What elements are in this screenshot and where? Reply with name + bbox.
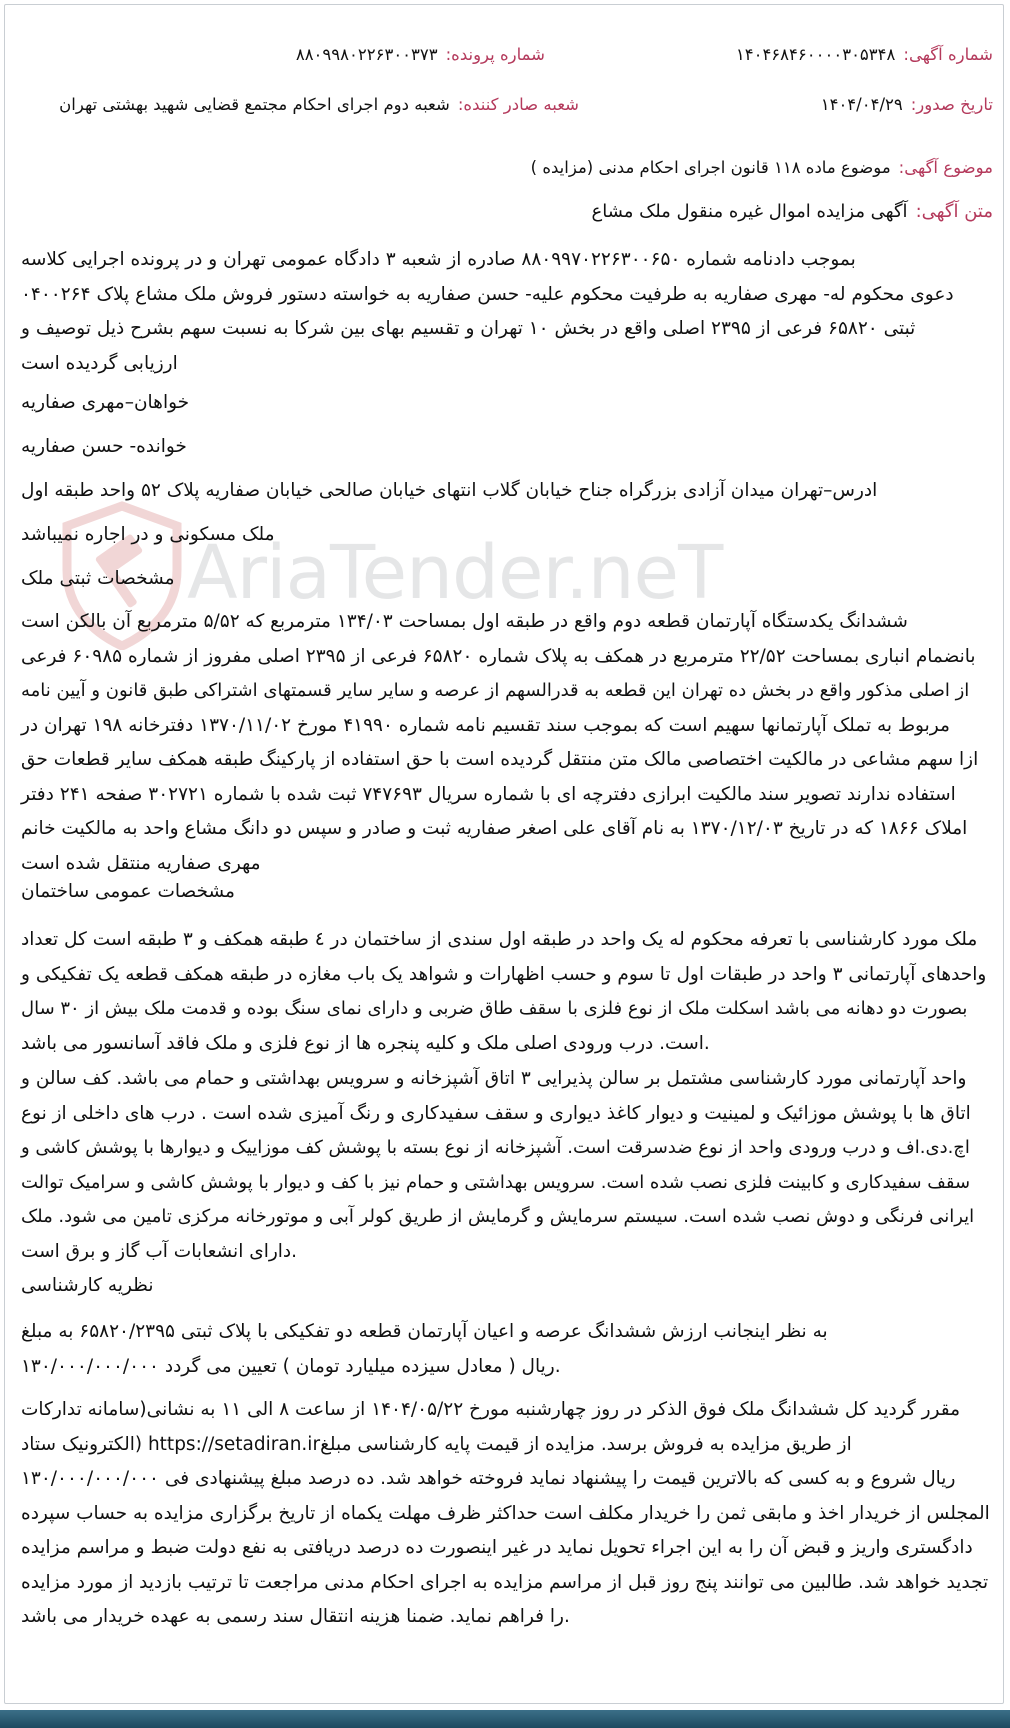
case-number-label: شماره پرونده: (445, 45, 545, 64)
subject-label: موضوع آگهی: (898, 158, 993, 177)
auction-line: را فراهم نماید. ضمنا هزینه انتقال سند رسمی به عهده خریدار می باشد. (21, 1606, 570, 1627)
auction-line: دادگستری واریز و قبض آن را به این اجراء تحویل نماید در غیر اینصورت ده درصد دریافتی به نفع دولت ضبط و مراسم مزایده (21, 1537, 973, 1558)
case-number-row (296, 45, 545, 64)
plaintiff-line (21, 386, 993, 421)
building-line: ملک مورد کارشناسی با تعرفه محکوم له یک واحد در طبقه اول سندی از ساختمان در ٤ طبقه همکف و ۳ طبقه است کل تعداد (21, 929, 978, 950)
defendant-line (21, 430, 993, 465)
auction-paragraph (21, 1393, 993, 1635)
text-label: متن آگهی: (915, 201, 993, 222)
registry-line: ازا سهم مشاعی در مالکیت اختصاصی مالک متن منتقل گردیده است با حق استفاده از پارکینگ طبقه همکف سایر قطعات حق (21, 749, 979, 770)
registry-line: مهری صفاریه منتقل شده است (21, 852, 261, 874)
opinion-heading (21, 1269, 993, 1304)
auction-line: الکترونیک ستاد) https://setadiran.irاز طریق مزایده به فروش برسد. مزایده از قیمت پایه کارشناسی مبلغ (21, 1433, 852, 1455)
building-paragraph (21, 923, 993, 1061)
subject-row (531, 158, 993, 177)
ad-number-value: ۱۴۰۴۶۸۴۶۰۰۰۰۳۰۵۳۴۸ (735, 45, 896, 64)
text-title-row (591, 201, 993, 222)
issuer-value: شعبه دوم اجرای احکام مجتمع قضایی شهید بهشتی تهران (59, 95, 450, 114)
opinion-line: ۱۳۰/۰۰۰/۰۰۰/۰۰۰ ریال ( معادل سیزده میلیارد تومان ) تعیین می گردد. (21, 1355, 561, 1377)
auction-line: تجدید خواهد شد. طالبین می توانند پنج روز قبل از مراسم مزایده به اجرای احکام مدنی مراجعت تا ترتیب بازدید از مورد مزایده (21, 1571, 989, 1593)
intro-paragraph (21, 243, 993, 381)
ad-number-label: شماره آگهی: (903, 45, 993, 64)
issue-date-row (821, 95, 993, 114)
ad-number-row (736, 45, 993, 64)
intro-line: بموجب دادنامه شماره ۸۸۰۹۹۷۰۲۲۶۳۰۰۶۵۰ صادره از شعبه ۳ دادگاه عمومی تهران و در پرونده اجرایی کلاسه (21, 249, 856, 270)
intro-line: ارزیابی گردیده است (21, 352, 178, 374)
unit-line: دارای انشعابات آب گاز و برق است. (21, 1240, 298, 1262)
issue-date-value: ۱۴۰۴/۰۴/۲۹ (820, 95, 903, 114)
plaintiff-text: خواهان–مهری صفاریه (21, 392, 190, 413)
watermark-text: AriaTender.neT (187, 530, 723, 616)
issuer-label: شعبه صادر کننده: (457, 95, 579, 114)
unit-line: سقف سفیدکاری و کابینت فلزی نصب شده است. سرویس بهداشتی و حمام نیز با کف و دیوار با پوشش کاشی و سرامیک توالت (21, 1171, 971, 1193)
document-card (4, 4, 1004, 1704)
unit-paragraph (21, 1062, 993, 1269)
case-number-value: ۸۸۰۹۹۸۰۲۲۶۳۰۰۳۷۳ (295, 45, 438, 64)
bottom-bar (0, 1710, 1010, 1728)
registry-line: از اصلی مذکور واقع در بخش ده تهران این قطعه به قدرالسهم از عرصه و سایر سایر قسمتهای اشتراکی طبق قانون و آیین نامه (21, 680, 970, 701)
opinion-paragraph (21, 1315, 993, 1384)
unit-line: اچ.دی.اف و درب ورودی واحد از نوع ضدسرقت است. آشپزخانه از نوع بسته با پوشش کف موزاییک و دیوارها با پوشش کاشی و (21, 1137, 970, 1158)
unit-line: ایرانی فرنگی و دوش نصب شده است. سیستم سرمایش و گرمایش از طریق کولر آبی و موتورخانه مرکزی تامین می شود. ملک (21, 1206, 975, 1227)
registry-line: مربوط به تملک آپارتمانها سهیم است که بموجب سند تقسیم نامه شماره ۴۱۹۹۰ مورخ ۱۳۷۰/۱۱/۰۲ دفترخانه ۱۹۸ تهران در (21, 714, 950, 736)
building-line: است. درب ورودی اصلی ملک و کلیه پنجره ها از نوع فلزی و ملک فاقد آسانسور می باشد. (21, 1032, 710, 1054)
address-line (21, 474, 993, 509)
registry-paragraph (21, 605, 993, 881)
registry-line: املاک ۱۸۶۶ که در تاریخ ۱۳۷۰/۱۲/۰۳ به نام آقای علی اصغر صفاریه ثبت و صادر و سپس دو دانگ مشاع واحد به مالکیت خانم (21, 818, 968, 839)
auction-line: المجلس از خریدار اخذ و مابقی ثمن را خریدار مکلف است حداکثر ظرف مهلت یکماه از تاریخ برگزاری مزایده به حساب سپرده (21, 1502, 990, 1524)
opinion-line: به نظر اینجانب ارزش ششدانگ عرصه و اعیان آپارتمان قطعه دو تفکیکی با پلاک ثبتی ۶۵۸۲۰/۲۳۹۵ به مبلغ (21, 1321, 828, 1342)
building-heading (21, 875, 993, 910)
building-line: واحدهای آپارتمانی ۳ واحد در طبقات اول تا سوم و حسب اظهارات و شواهد یک باب مغازه در طبقه همکف قطعه یک تفکیکی و (21, 963, 987, 985)
opinion-heading-text: نظریه کارشناسی (21, 1275, 154, 1296)
defendant-text: خوانده- حسن صفاریه (21, 436, 187, 457)
status-line (21, 518, 993, 553)
address-text: ادرس–تهران میدان آزادی بزرگراه جناح خیابان گلاب انتهای خیابان صالحی خیابان صفاریه پلاک ۵۲ واحد طبقه اول (21, 480, 878, 501)
building-heading-text: مشخصات عمومی ساختمان (21, 881, 235, 902)
issuer-row (59, 95, 579, 114)
unit-line: واحد آپارتمانی مورد کارشناسی مشتمل بر سالن پذیرایی ۳ اتاق آشپزخانه و سرویس بهداشتی و حمام می باشد. کف سالن و (21, 1068, 967, 1089)
auction-line: مقرر گردید کل ششدانگ ملک فوق الذکر در روز چهارشنبه مورخ ۱۴۰۴/۰۵/۲۲ از ساعت ۸ الی ۱۱ به نشانی(سامانه تدارکات (21, 1399, 961, 1420)
registry-line: استفاده ندارند تصویر سند مالکیت ابرازی دفترچه ای با شماره سریال ۷۴۷۶۹۳ ثبت شده با شماره ۳۰۲۷۲۱ صفحه ۲۴۱ دفتر (21, 783, 956, 805)
registry-line: ششدانگ یکدستگاه آپارتمان قطعه دوم واقع در طبقه اول بمساحت ۱۳۴/۰۳ مترمربع که ۵/۵۲ مترمربع آن بالکن است (21, 611, 908, 632)
intro-line: ۰۴۰۰۲۶۴ دعوی محکوم له- مهری صفاریه به طرفیت محکوم علیه- حسن صفاریه به خواسته دستور فروش ملک مشاع پلاک (21, 283, 954, 305)
intro-line: ثبتی ۶۵۸۲۰ فرعی از ۲۳۹۵ اصلی واقع در بخش ۱۰ تهران و تقسیم بهای بین شرکا به نسبت سهم بشرح ذیل توصیف و (21, 318, 916, 339)
unit-line: اتاق ها با پوشش موزائیک و لمینیت و دیوار کاغذ دیواری و سقف سفیدکاری و رنگ آمیزی شده است . درب های داخلی از نوع (21, 1102, 971, 1124)
status-text: ملک مسکونی و در اجاره نمیباشد (21, 524, 275, 545)
registry-line: بانضمام انباری بمساحت ۲۲/۵۲ مترمربع در همکف به پلاک شماره ۶۵۸۲۰ فرعی از ۲۳۹۵ اصلی مفروز از شماره ۶۰۹۸۵ فرعی (21, 645, 976, 667)
text-title: آگهی مزایده اموال غیره منقول ملک مشاع (591, 201, 908, 222)
subject-value: موضوع ماده ۱۱۸ قانون اجرای احکام مدنی (مزایده ) (530, 158, 891, 177)
auction-line: ۱۳۰/۰۰۰/۰۰۰/۰۰۰ ریال شروع و به کسی که بالاترین قیمت را پیشنهاد نماید فروخته خواهد شد. ده درصد مبلغ پیشنهادی فی (21, 1468, 956, 1489)
registry-heading-text: مشخصات ثبتی ملک (21, 568, 175, 589)
registry-heading (21, 562, 993, 597)
issue-date-label: تاریخ صدور: (910, 95, 993, 114)
building-line: بصورت دو دهانه می باشد اسکلت ملک از نوع فلزی با سقف طاق ضربی و دارای نمای سنگ بوده و قدمت ملک بیش از ۳۰ سال (21, 998, 968, 1019)
